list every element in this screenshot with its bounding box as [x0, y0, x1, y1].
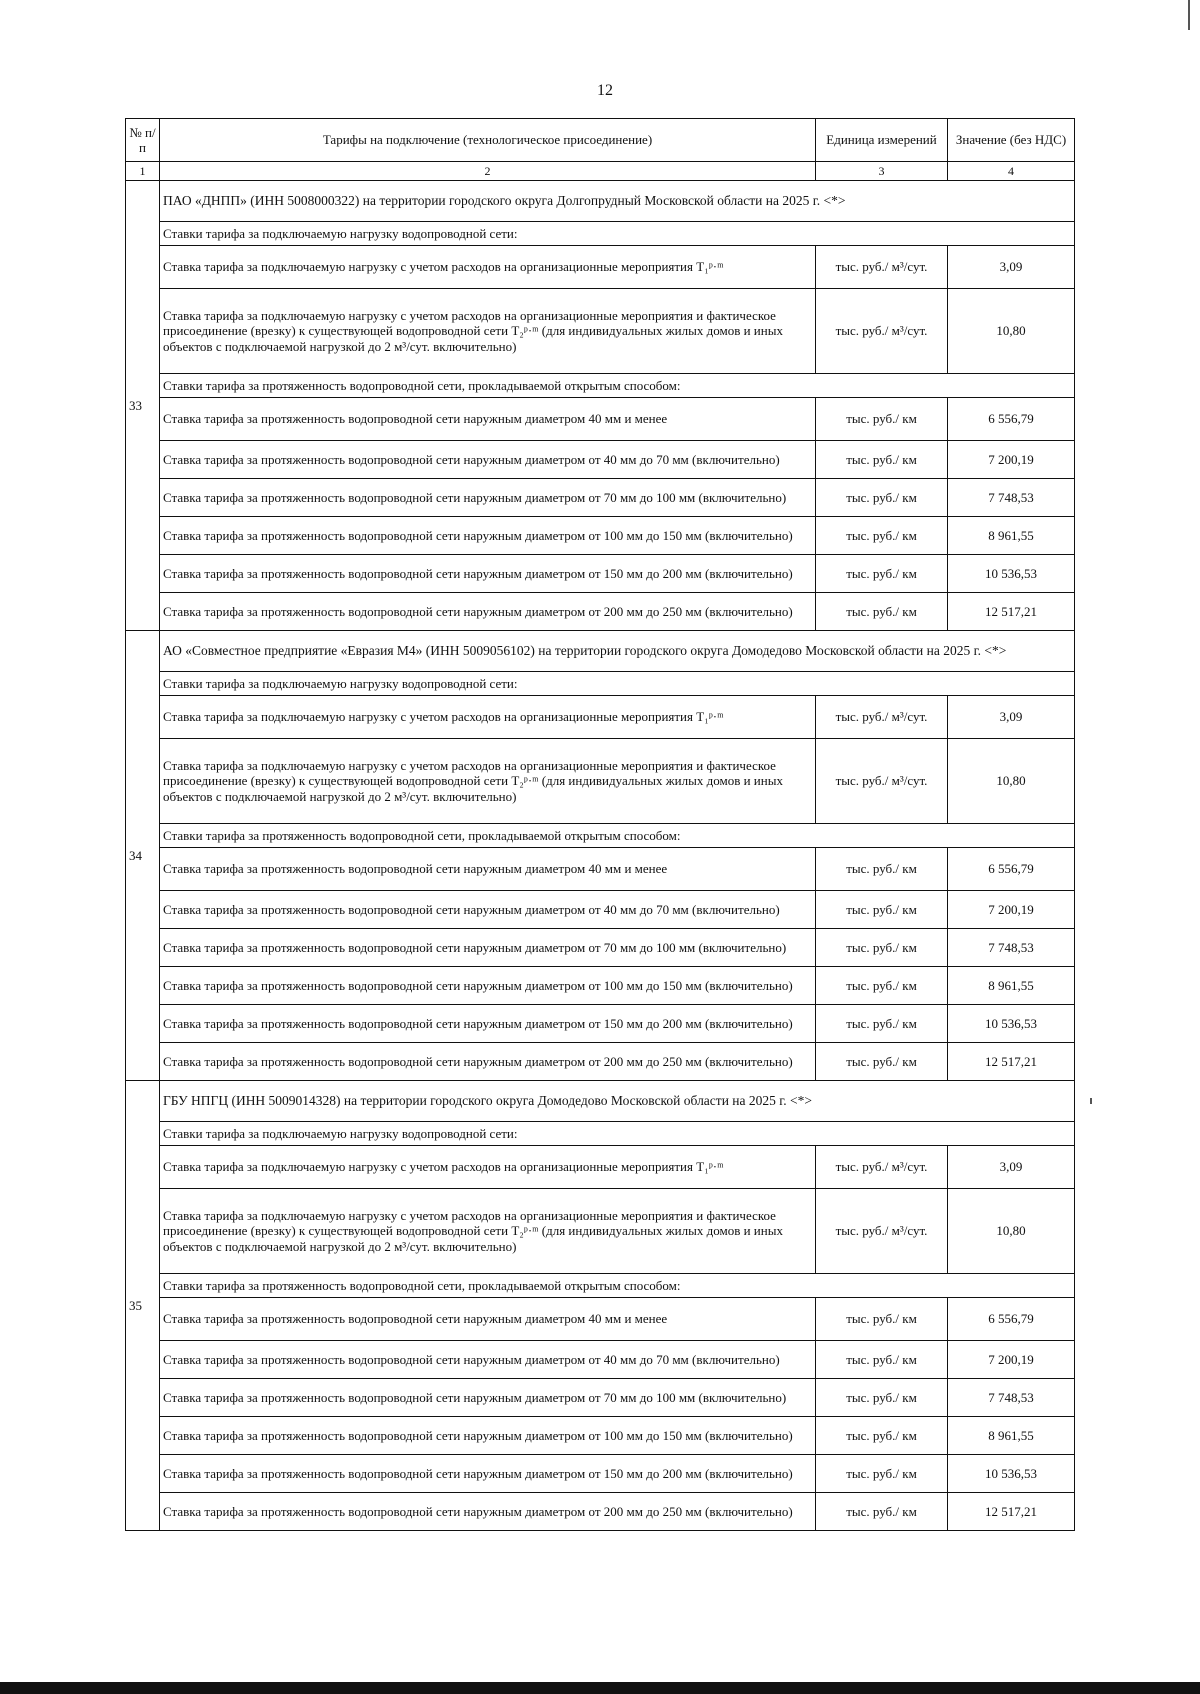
rate-unit: тыс. руб./ км [816, 1005, 948, 1043]
rate-unit: тыс. руб./ м³/сут. [816, 696, 948, 739]
scan-mark [1188, 0, 1190, 30]
rate-description: Ставка тарифа за протяженность водопроводной сети наружным диаметром от 100 мм до 150 мм (включительно) [160, 1417, 816, 1455]
rate-description: Ставка тарифа за протяженность водопроводной сети наружным диаметром 40 мм и менее [160, 1298, 816, 1341]
table-row [126, 1005, 1075, 1043]
column-index-row [126, 162, 1075, 181]
rate-unit: тыс. руб./ км [816, 891, 948, 929]
column-index: 1 [126, 162, 160, 181]
table-row [126, 289, 1075, 374]
table-row [126, 441, 1075, 479]
scan-mark [1090, 1098, 1092, 1104]
rate-description: Ставка тарифа за протяженность водопроводной сети наружным диаметром от 70 мм до 100 мм (включительно) [160, 1379, 816, 1417]
rate-description: Ставка тарифа за подключаемую нагрузку с учетом расходов на организационные мероприятия и фактическое присоединение (врезку) к существующей водопроводной сети T₂ᵖ·ᵐ (для индивидуальных жилых домов и иных объектов с подключаемой нагрузкой до 2 м³/сут. включительно) [160, 1189, 816, 1274]
table-row [126, 593, 1075, 631]
rate-value: 8 961,55 [948, 517, 1075, 555]
rate-description: Ставка тарифа за протяженность водопроводной сети наружным диаметром 40 мм и менее [160, 848, 816, 891]
rate-description: Ставка тарифа за протяженность водопроводной сети наружным диаметром от 200 мм до 250 мм (включительно) [160, 1493, 816, 1531]
rate-value: 12 517,21 [948, 1043, 1075, 1081]
rate-description: Ставка тарифа за протяженность водопроводной сети наружным диаметром от 40 мм до 70 мм (включительно) [160, 1341, 816, 1379]
table-row [126, 739, 1075, 824]
header-name: Тарифы на подключение (технологическое присоединение) [160, 119, 816, 162]
length-subheading: Ставки тарифа за протяженность водопроводной сети, прокладываемой открытым способом: [160, 374, 1075, 398]
subheading-row [126, 1122, 1075, 1146]
column-index: 2 [160, 162, 816, 181]
rate-unit: тыс. руб./ км [816, 1341, 948, 1379]
section-org-row [126, 1081, 1075, 1122]
scan-edge [0, 1682, 1200, 1694]
table-row [126, 1298, 1075, 1341]
load-subheading: Ставки тарифа за подключаемую нагрузку водопроводной сети: [160, 672, 1075, 696]
rate-description: Ставка тарифа за подключаемую нагрузку с учетом расходов на организационные мероприятия T₁ᵖ·ᵐ [160, 696, 816, 739]
rate-description: Ставка тарифа за протяженность водопроводной сети наружным диаметром от 40 мм до 70 мм (включительно) [160, 441, 816, 479]
subheading-row [126, 824, 1075, 848]
table-row [126, 929, 1075, 967]
rate-value: 7 200,19 [948, 891, 1075, 929]
page-number: 12 [597, 82, 613, 99]
rate-unit: тыс. руб./ км [816, 1379, 948, 1417]
rate-description: Ставка тарифа за протяженность водопроводной сети наружным диаметром от 200 мм до 250 мм (включительно) [160, 593, 816, 631]
table-row [126, 1455, 1075, 1493]
rate-unit: тыс. руб./ км [816, 593, 948, 631]
section-number: 33 [126, 181, 160, 631]
rate-value: 10,80 [948, 289, 1075, 374]
table-header-row [126, 119, 1075, 162]
section-number: 34 [126, 631, 160, 1081]
subheading-row [126, 672, 1075, 696]
subheading-row [126, 222, 1075, 246]
rate-description: Ставка тарифа за протяженность водопроводной сети наружным диаметром от 150 мм до 200 мм (включительно) [160, 1455, 816, 1493]
column-index: 3 [816, 162, 948, 181]
rate-value: 7 748,53 [948, 479, 1075, 517]
table-row [126, 398, 1075, 441]
rate-value: 8 961,55 [948, 1417, 1075, 1455]
rate-unit: тыс. руб./ км [816, 517, 948, 555]
rate-unit: тыс. руб./ км [816, 555, 948, 593]
rate-unit: тыс. руб./ км [816, 848, 948, 891]
rate-value: 10,80 [948, 1189, 1075, 1274]
tariff-table [125, 118, 1075, 1531]
table-row [126, 517, 1075, 555]
rate-description: Ставка тарифа за протяженность водопроводной сети наружным диаметром от 100 мм до 150 мм (включительно) [160, 967, 816, 1005]
rate-value: 12 517,21 [948, 1493, 1075, 1531]
section-number: 35 [126, 1081, 160, 1531]
rate-value: 3,09 [948, 696, 1075, 739]
rate-unit: тыс. руб./ км [816, 1043, 948, 1081]
table-row [126, 696, 1075, 739]
rate-value: 3,09 [948, 1146, 1075, 1189]
rate-description: Ставка тарифа за протяженность водопроводной сети наружным диаметром от 200 мм до 250 мм (включительно) [160, 1043, 816, 1081]
table-row [126, 479, 1075, 517]
rate-unit: тыс. руб./ км [816, 1493, 948, 1531]
organization-title: ГБУ НПГЦ (ИНН 5009014328) на территории городского округа Домодедово Московской области на 2025 г. <*> [160, 1081, 1075, 1122]
rate-value: 7 748,53 [948, 1379, 1075, 1417]
rate-description: Ставка тарифа за протяженность водопроводной сети наружным диаметром от 150 мм до 200 мм (включительно) [160, 1005, 816, 1043]
rate-unit: тыс. руб./ км [816, 1417, 948, 1455]
rate-unit: тыс. руб./ м³/сут. [816, 289, 948, 374]
rate-value: 7 200,19 [948, 1341, 1075, 1379]
table-row [126, 1341, 1075, 1379]
rate-unit: тыс. руб./ км [816, 398, 948, 441]
table-row [126, 848, 1075, 891]
length-subheading: Ставки тарифа за протяженность водопроводной сети, прокладываемой открытым способом: [160, 824, 1075, 848]
rate-value: 7 200,19 [948, 441, 1075, 479]
rate-description: Ставка тарифа за протяженность водопроводной сети наружным диаметром от 100 мм до 150 мм (включительно) [160, 517, 816, 555]
rate-value: 6 556,79 [948, 398, 1075, 441]
section-org-row [126, 181, 1075, 222]
rate-description: Ставка тарифа за протяженность водопроводной сети наружным диаметром 40 мм и менее [160, 398, 816, 441]
header-num: № п/п [126, 119, 160, 162]
section-org-row [126, 631, 1075, 672]
table-row [126, 1493, 1075, 1531]
rate-value: 6 556,79 [948, 1298, 1075, 1341]
rate-description: Ставка тарифа за подключаемую нагрузку с учетом расходов на организационные мероприятия T₁ᵖ·ᵐ [160, 1146, 816, 1189]
rate-unit: тыс. руб./ км [816, 1298, 948, 1341]
header-value: Значение (без НДС) [948, 119, 1075, 162]
rate-value: 3,09 [948, 246, 1075, 289]
table-row [126, 891, 1075, 929]
rate-value: 10 536,53 [948, 1005, 1075, 1043]
table-body [126, 181, 1075, 1531]
table-row [126, 1189, 1075, 1274]
rate-value: 12 517,21 [948, 593, 1075, 631]
rate-description: Ставка тарифа за подключаемую нагрузку с учетом расходов на организационные мероприятия и фактическое присоединение (врезку) к существующей водопроводной сети T₂ᵖ·ᵐ (для индивидуальных жилых домов и иных объектов с подключаемой нагрузкой до 2 м³/сут. включительно) [160, 739, 816, 824]
rate-value: 6 556,79 [948, 848, 1075, 891]
rate-value: 7 748,53 [948, 929, 1075, 967]
table-row [126, 555, 1075, 593]
table-row [126, 1043, 1075, 1081]
table-row [126, 246, 1075, 289]
load-subheading: Ставки тарифа за подключаемую нагрузку водопроводной сети: [160, 1122, 1075, 1146]
length-subheading: Ставки тарифа за протяженность водопроводной сети, прокладываемой открытым способом: [160, 1274, 1075, 1298]
rate-description: Ставка тарифа за подключаемую нагрузку с учетом расходов на организационные мероприятия T₁ᵖ·ᵐ [160, 246, 816, 289]
header-unit: Единица измерений [816, 119, 948, 162]
rate-unit: тыс. руб./ км [816, 1455, 948, 1493]
load-subheading: Ставки тарифа за подключаемую нагрузку водопроводной сети: [160, 222, 1075, 246]
table-row [126, 1146, 1075, 1189]
rate-unit: тыс. руб./ км [816, 479, 948, 517]
subheading-row [126, 374, 1075, 398]
rate-description: Ставка тарифа за протяженность водопроводной сети наружным диаметром от 40 мм до 70 мм (включительно) [160, 891, 816, 929]
rate-unit: тыс. руб./ м³/сут. [816, 1146, 948, 1189]
rate-unit: тыс. руб./ км [816, 441, 948, 479]
subheading-row [126, 1274, 1075, 1298]
rate-description: Ставка тарифа за протяженность водопроводной сети наружным диаметром от 70 мм до 100 мм (включительно) [160, 479, 816, 517]
rate-value: 10 536,53 [948, 555, 1075, 593]
rate-unit: тыс. руб./ км [816, 929, 948, 967]
table-row [126, 1417, 1075, 1455]
rate-unit: тыс. руб./ м³/сут. [816, 739, 948, 824]
rate-value: 10 536,53 [948, 1455, 1075, 1493]
rate-description: Ставка тарифа за протяженность водопроводной сети наружным диаметром от 150 мм до 200 мм (включительно) [160, 555, 816, 593]
rate-value: 10,80 [948, 739, 1075, 824]
rate-value: 8 961,55 [948, 967, 1075, 1005]
rate-unit: тыс. руб./ м³/сут. [816, 246, 948, 289]
rate-description: Ставка тарифа за подключаемую нагрузку с учетом расходов на организационные мероприятия и фактическое присоединение (врезку) к существующей водопроводной сети T₂ᵖ·ᵐ (для индивидуальных жилых домов и иных объектов с подключаемой нагрузкой до 2 м³/сут. включительно) [160, 289, 816, 374]
organization-title: АО «Совместное предприятие «Евразия М4» (ИНН 5009056102) на территории городского округа Домодедово Московской области на 2025 г. <*> [160, 631, 1075, 672]
rate-description: Ставка тарифа за протяженность водопроводной сети наружным диаметром от 70 мм до 100 мм (включительно) [160, 929, 816, 967]
rate-unit: тыс. руб./ км [816, 967, 948, 1005]
table-row [126, 1379, 1075, 1417]
organization-title: ПАО «ДНПП» (ИНН 5008000322) на территории городского округа Долгопрудный Московской области на 2025 г. <*> [160, 181, 1075, 222]
table-row [126, 967, 1075, 1005]
column-index: 4 [948, 162, 1075, 181]
rate-unit: тыс. руб./ м³/сут. [816, 1189, 948, 1274]
